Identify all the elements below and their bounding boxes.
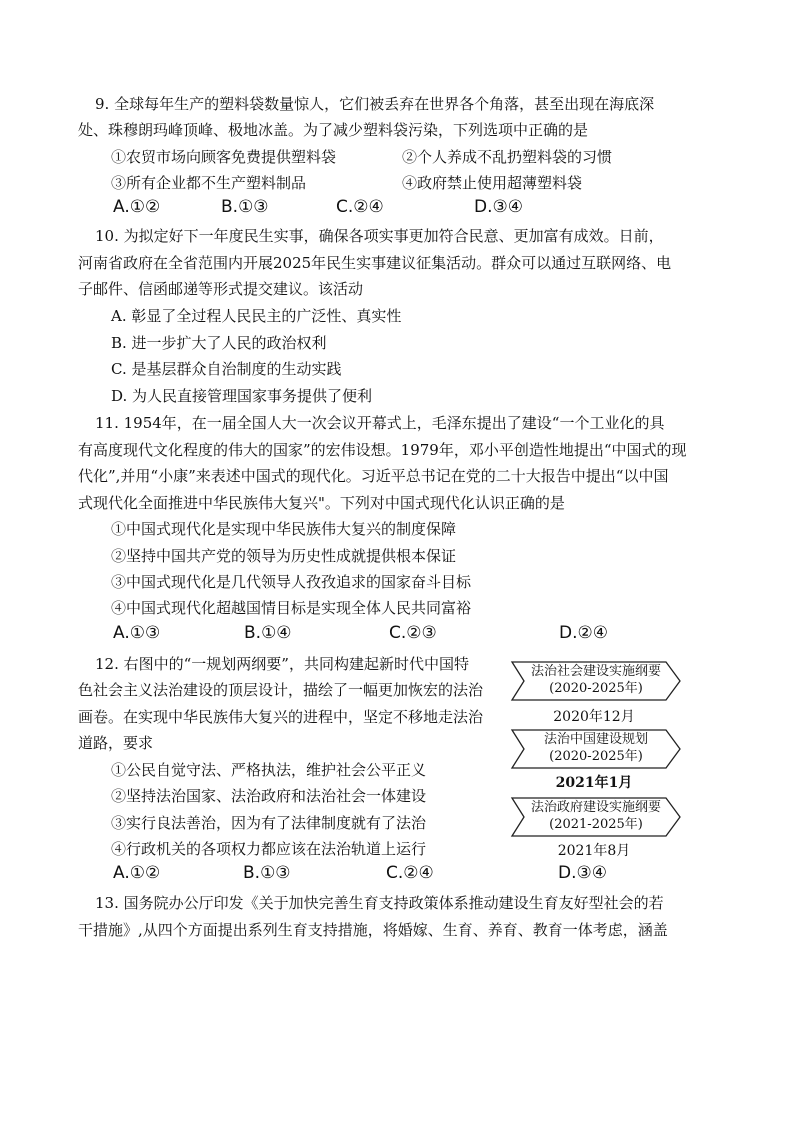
timeline-box-1 (510, 660, 678, 700)
q11-statement-3: ③中国式现代化是几代领导人孜孜追求的国家奋斗目标 (111, 573, 472, 591)
q11-statement-4: ④中国式现代化超越国情目标是实现全体人民共同富裕 (111, 599, 472, 617)
q10-stem-line-1: 10. 为拟定好下一年度民生实事，确保各项实事更加符合民意、更加富有成效。日前， (95, 227, 664, 245)
q12-statement-2: ②坚持法治国家、法治政府和法治社会一体建设 (111, 787, 427, 805)
q9-option-b: B.①③ (221, 197, 269, 217)
box1-title: 法治社会建设实施纲要 (530, 664, 661, 679)
timeline-box-2 (510, 728, 678, 768)
q9-statement-3: ③所有企业都不生产塑料制品 (111, 174, 307, 192)
q10-option-c: C. 是基层群众自治制度的生动实践 (111, 360, 342, 378)
box1-years: (2020-2025年) (549, 681, 643, 696)
timeline-box-3 (510, 796, 678, 836)
q10-option-d: D. 为人民直接管理国家事务提供了便利 (111, 387, 373, 405)
rule-of-law-timeline-diagram (506, 656, 686, 866)
q9-stem-line-2: 处、珠穆朗玛峰顶峰、极地冰盖。为了减少塑料袋污染，下列选项中正确的是 (78, 121, 589, 139)
box2-title: 法治中国建设规划 (543, 732, 648, 747)
q10-stem-line-2: 河南省政府在全省范围内开展2025年民生实事建议征集活动。群众可以通过互联网络、电 (78, 254, 672, 272)
timeline-date-1: 2020年12月 (553, 709, 635, 725)
q11-stem-line-2: 有高度现代文化程度的伟大的国家”的宏伟设想。1979年，邓小平创造性地提出“中国式的现 (78, 441, 687, 459)
q12-option-c: C.②④ (386, 863, 434, 883)
q9-option-c: C.②④ (336, 197, 384, 217)
q12-option-a: A.①② (113, 863, 161, 883)
q11-statement-1: ①中国式现代化是实现中华民族伟大复兴的制度保障 (111, 520, 457, 538)
q12-stem-line-3: 画卷。在实现中华民族伟大复兴的进程中，坚定不移地走法治 (78, 708, 484, 726)
q12-statement-3: ③实行良法善治，因为有了法律制度就有了法治 (111, 814, 427, 832)
q10-stem-line-3: 子邮件、信函邮递等形式提交建议。该活动 (78, 280, 364, 298)
box3-title: 法治政府建设实施纲要 (530, 800, 661, 815)
q13-stem-line-1: 13. 国务院办公厅印发《关于加快完善生育支持政策体系推动建设生育友好型社会的若 (95, 894, 664, 912)
q11-stem-line-1: 11. 1954年，在一届全国人大一次会议开幕式上，毛泽东提出了建设“一个工业化的具 (95, 414, 665, 432)
q12-option-d: D.③④ (558, 863, 607, 883)
q9-stem-line-1: 9. 全球每年生产的塑料袋数量惊人，它们被丢弃在世界各个角落，甚至出现在海底深 (95, 95, 655, 113)
q9-option-a: A.①② (113, 197, 161, 217)
q11-option-c: C.②③ (389, 623, 437, 643)
q12-stem-line-2: 色社会主义法治建设的顶层设计，描绘了一幅更加恢宏的法治 (78, 681, 484, 699)
box2-years: (2020-2025年) (549, 749, 643, 764)
q12-statement-4: ④行政机关的各项权力都应该在法治轨道上运行 (111, 840, 427, 858)
q12-stem-line-1: 12. 右图中的“一规划两纲要”，共同构建起新时代中国特 (95, 655, 469, 673)
box3-years: (2021-2025年) (549, 817, 643, 832)
timeline-date-3: 2021年8月 (557, 843, 631, 859)
q9-statement-2: ②个人养成不乱扔塑料袋的习惯 (402, 148, 613, 166)
q12-option-b: B.①③ (243, 863, 291, 883)
q12-statement-1: ①公民自觉守法、严格执法，维护社会公平正义 (111, 761, 427, 779)
q12-stem-line-4: 道路，要求 (78, 734, 154, 752)
q11-option-b: B.①④ (244, 623, 292, 643)
q10-option-b: B. 进一步扩大了人民的政治权利 (111, 334, 327, 352)
q11-stem-line-3: 代化”,并用“小康”来表述中国式的现代化。习近平总书记在党的二十大报告中提出“以中国 (78, 467, 669, 485)
q11-option-d: D.②④ (559, 623, 608, 643)
q11-option-a: A.①③ (113, 623, 161, 643)
timeline-date-2: 2021年1月 (555, 775, 633, 791)
q13-stem-line-2: 干措施》,从四个方面提出系列生育支持措施，将婚嫁、生育、养育、教育一体考虑，涵盖 (78, 921, 668, 939)
q9-option-d: D.③④ (474, 197, 523, 217)
q9-statement-4: ④政府禁止使用超薄塑料袋 (402, 174, 583, 192)
q11-stem-line-4: 式现代化全面推进中华民族伟大复兴"。下列对中国式现代化认识正确的是 (78, 494, 565, 512)
q11-statement-2: ②坚持中国共产党的领导为历史性成就提供根本保证 (111, 547, 457, 565)
q10-option-a: A. 彰显了全过程人民民主的广泛性、真实性 (111, 307, 402, 325)
q9-statement-1: ①农贸市场向顾客免费提供塑料袋 (111, 148, 337, 166)
